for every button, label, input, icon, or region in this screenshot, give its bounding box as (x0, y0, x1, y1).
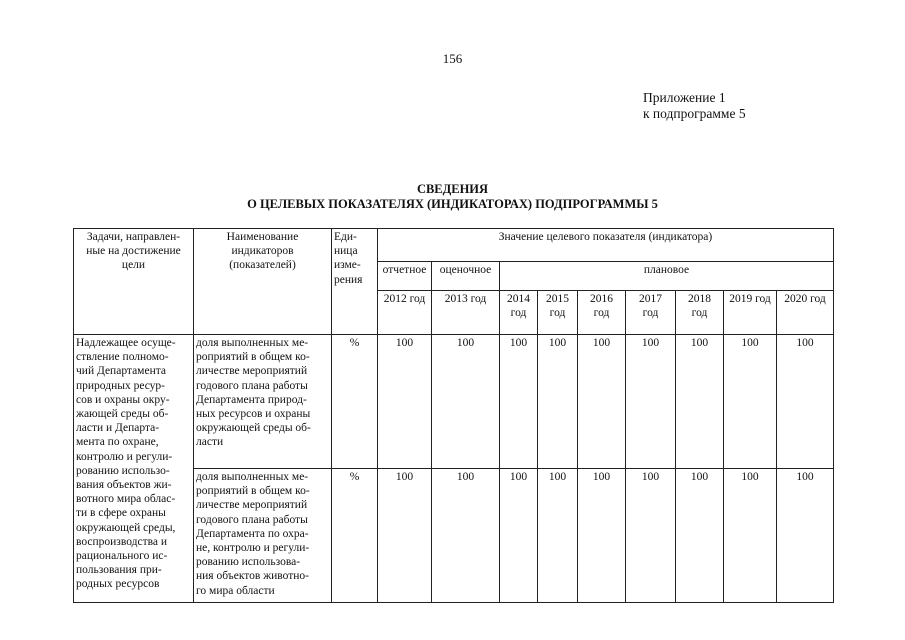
value-cell: 100 (676, 335, 724, 469)
header-estimated: оценочное (432, 262, 500, 291)
year-header: 2018 год (676, 291, 724, 335)
value-cell: 100 (626, 335, 676, 469)
value-cell: 100 (777, 469, 834, 603)
value-cell: 100 (724, 469, 777, 603)
year-header: 2016 год (578, 291, 626, 335)
value-cell: 100 (538, 469, 578, 603)
year-header: 2013 год (432, 291, 500, 335)
value-cell: 100 (578, 335, 626, 469)
title-line-2: О ЦЕЛЕВЫХ ПОКАЗАТЕЛЯХ (ИНДИКАТОРАХ) ПОДПРОГРАММЫ 5 (247, 197, 658, 211)
value-cell: 100 (432, 335, 500, 469)
header-indicator-name: Наименование индикаторов (показателей) (194, 229, 332, 335)
header-tasks: Задачи, направлен- ные на достижение цели (74, 229, 194, 335)
value-cell: 100 (538, 335, 578, 469)
year-header: 2017 год (626, 291, 676, 335)
value-cell: 100 (378, 469, 432, 603)
table-row (74, 335, 834, 469)
unit-cell: % (332, 469, 378, 603)
title-line-1: СВЕДЕНИЯ (416, 182, 489, 196)
value-cell: 100 (578, 469, 626, 603)
value-cell: 100 (724, 335, 777, 469)
appendix-line-2: к подпрограмме 5 (643, 106, 746, 121)
year-header: 2014 год (500, 291, 538, 335)
value-cell: 100 (500, 469, 538, 603)
appendix-line-1: Приложение 1 (643, 90, 726, 105)
unit-cell: % (332, 335, 378, 469)
year-header: 2020 год (777, 291, 834, 335)
value-cell: 100 (676, 469, 724, 603)
value-cell: 100 (500, 335, 538, 469)
header-planned: плановое (500, 262, 834, 291)
indicator-name: доля выполненных ме- роприятий в общем ко- личестве мероприятий годового плана работы Департамента по охра- не, контролю и регули- рованию использова- ния объектов животно- го мира области (194, 469, 332, 603)
year-header: 2012 год (378, 291, 432, 335)
document-title (0, 182, 905, 212)
value-cell: 100 (378, 335, 432, 469)
indicator-name: доля выполненных ме- роприятий в общем ко- личестве мероприятий годового плана работы Департамента природ- ных ресурсов и охраны окружающей среды об- ласти (194, 335, 332, 469)
appendix-note (643, 90, 746, 122)
year-header: 2015 год (538, 291, 578, 335)
value-cell: 100 (777, 335, 834, 469)
year-header: 2019 год (724, 291, 777, 335)
header-unit: Еди- ница изме- рения (332, 229, 378, 335)
task-description: Надлежащее осуще- ствление полномо- чий Департамента природных ресур- сов и охраны окру- жающей среды об- ласти и Департа- мента по охране, контролю и регули- рованию использо- вания объектов жи- вотного мира облас- ти в сфере охраны окружающей среды, воспроизводства и рационального ис- пользования при- родных ресурсов (74, 335, 194, 603)
header-row-1 (74, 229, 834, 262)
value-cell: 100 (626, 469, 676, 603)
page-number: 156 (442, 51, 463, 66)
value-cell: 100 (432, 469, 500, 603)
indicators-table (73, 228, 834, 603)
header-value-group: Значение целевого показателя (индикатора) (378, 229, 834, 262)
header-reported: отчетное (378, 262, 432, 291)
